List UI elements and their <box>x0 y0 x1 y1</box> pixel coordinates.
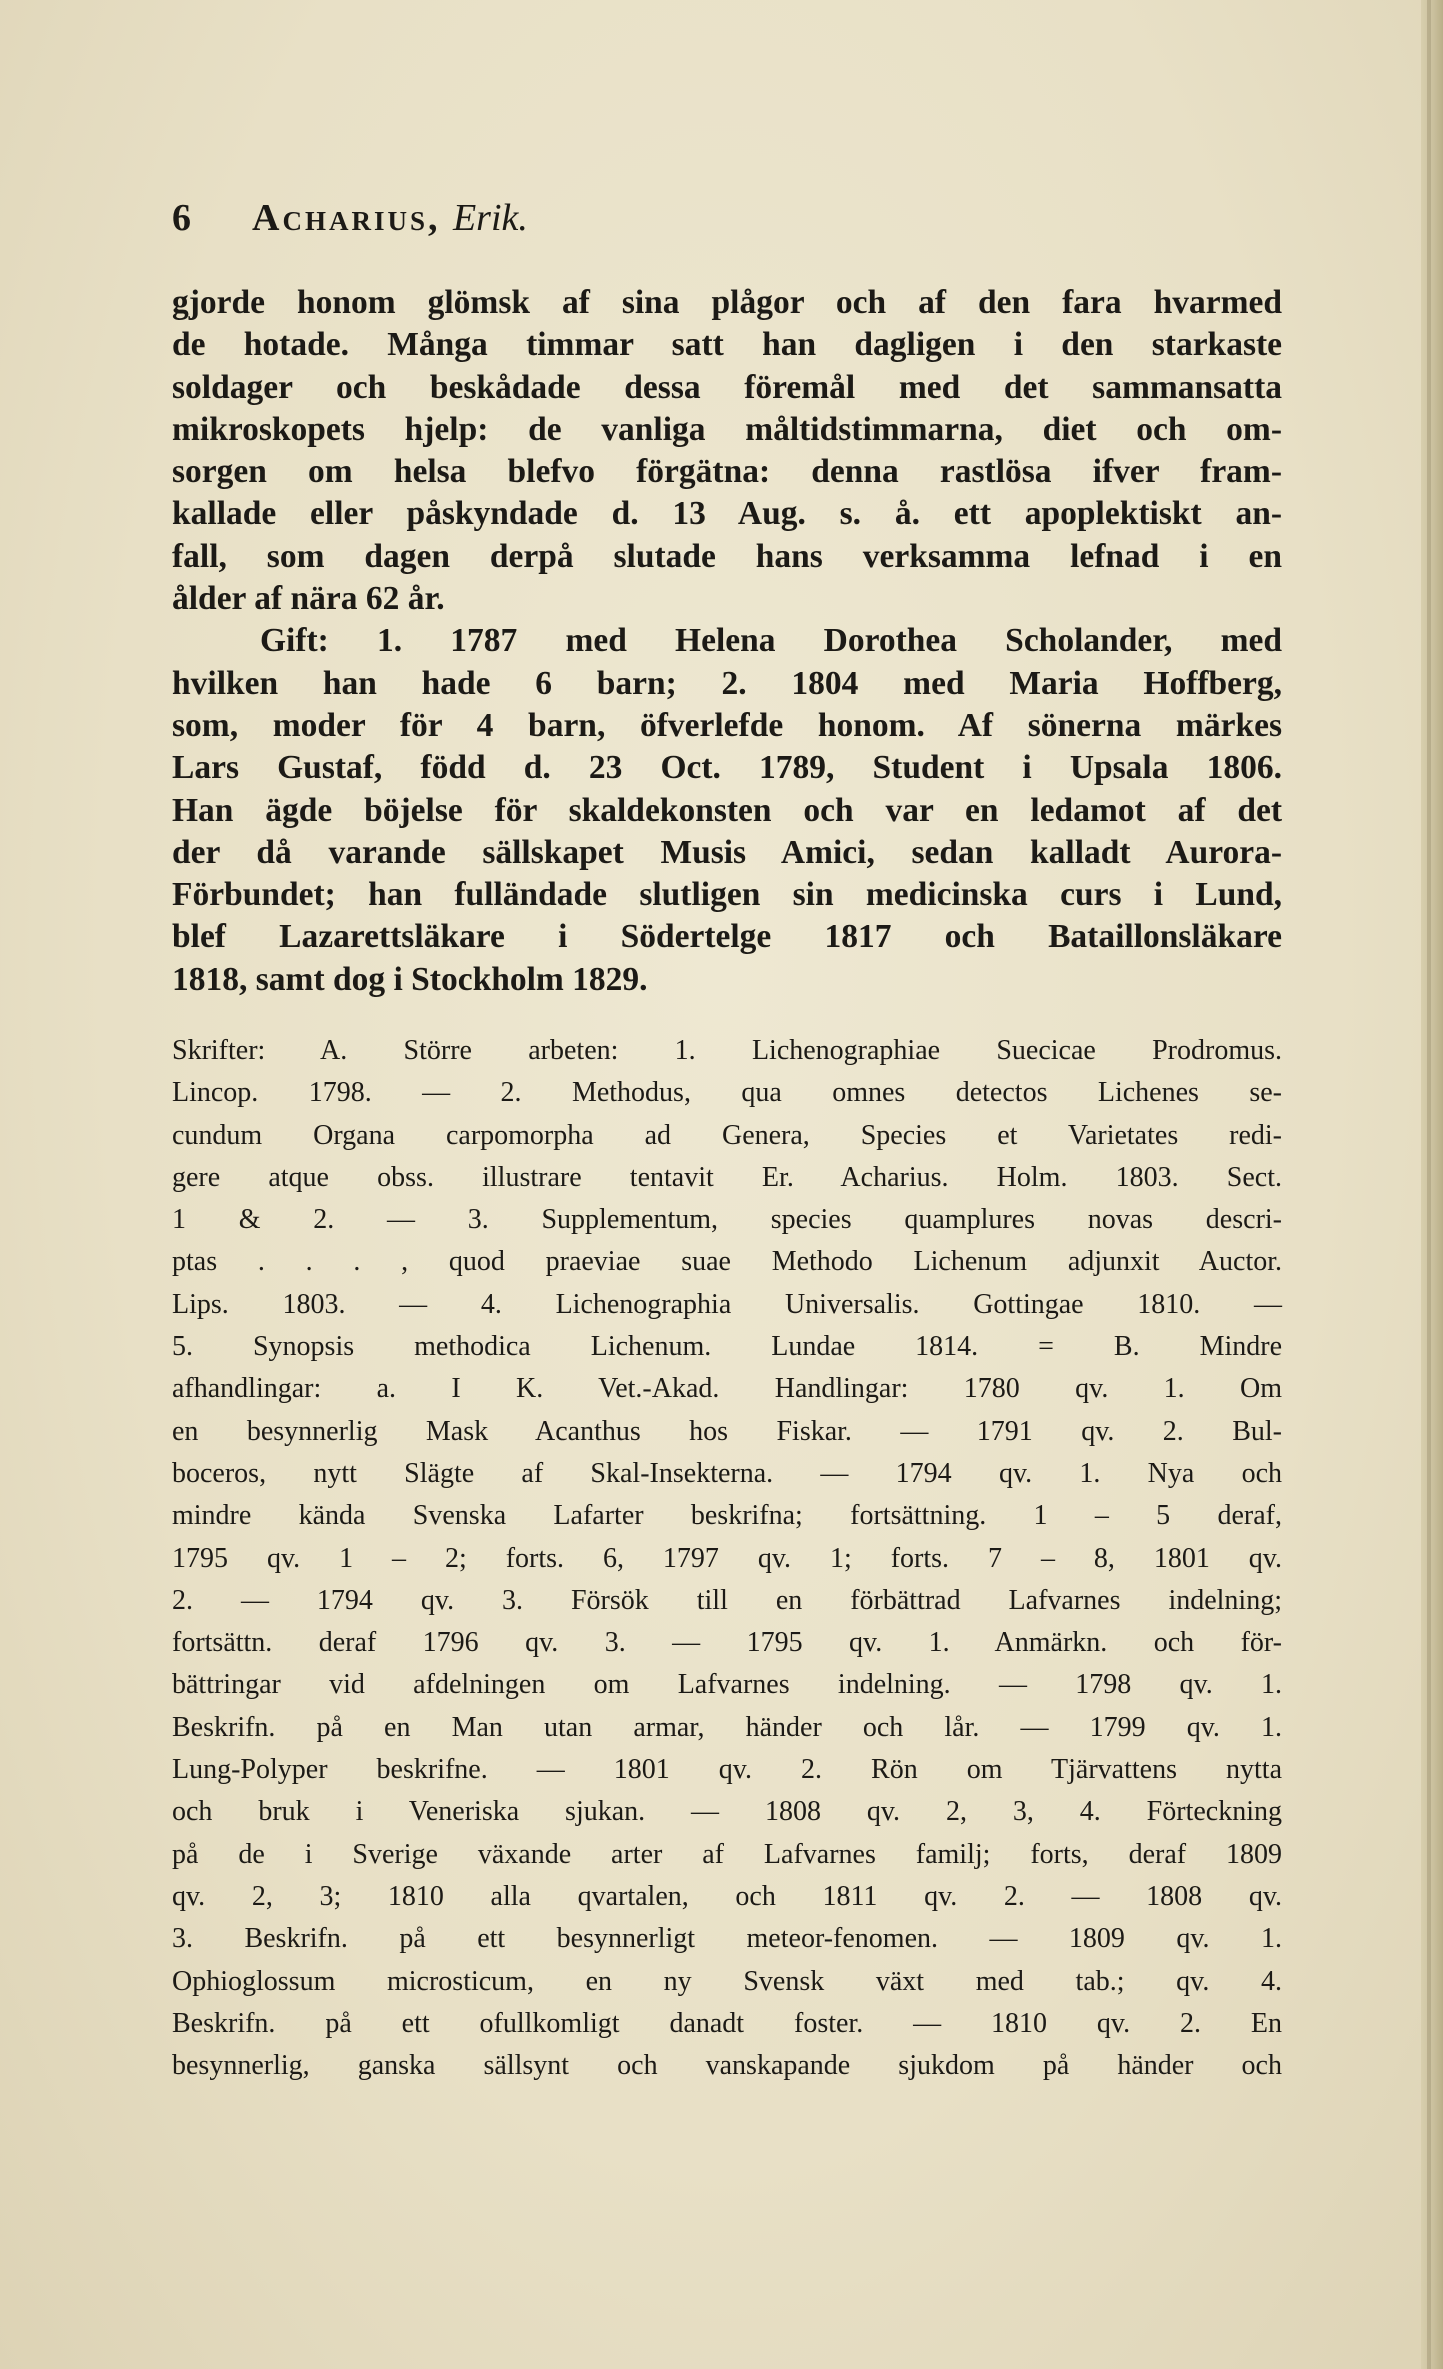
text-line: som, moder för 4 barn, öfverlefde honom. Af sönerna märkes <box>172 706 1282 744</box>
text-line: Lars Gustaf, född d. 23 Oct. 1789, Student i Upsala 1806. <box>172 749 1282 787</box>
writings-line: ptas . . . , quod praeviae suae Methodo Lichenum adjunxit Auctor. <box>172 1246 1282 1278</box>
writings-line: Lincop. 1798. — 2. Methodus, qua omnes detectos Lichenes se- <box>172 1077 1282 1109</box>
biography-text <box>172 282 1282 1001</box>
writings-line: Beskrifn. på ett ofullkomligt danadt foster. — 1810 qv. 2. En <box>172 2007 1282 2039</box>
text-line: sorgen om helsa blefvo förgätna: denna rastlösa ifver fram- <box>172 453 1282 491</box>
page-header <box>172 196 1282 256</box>
writings-line: Ophioglossum microsticum, en ny Svensk växt med tab.; qv. 4. <box>172 1965 1282 1997</box>
writings-line: 3. Beskrifn. på ett besynnerligt meteor-fenomen. — 1809 qv. 1. <box>172 1923 1282 1955</box>
writings-line: 1795 qv. 1 – 2; forts. 6, 1797 qv. 1; forts. 7 – 8, 1801 qv. <box>172 1542 1282 1574</box>
writings-line: en besynnerlig Mask Acanthus hos Fiskar. — 1791 qv. 2. Bul- <box>172 1415 1282 1447</box>
writings-line: boceros, nytt Slägte af Skal-Insekterna. — 1794 qv. 1. Nya och <box>172 1457 1282 1489</box>
text-line: soldager och beskådade dessa föremål med det sammansatta <box>172 368 1282 406</box>
text-line: ålder af nära 62 år. <box>172 580 445 618</box>
writings-line: bättringar vid afdelningen om Lafvarnes indelning. — 1798 qv. 1. <box>172 1669 1282 1701</box>
text-line: hvilken han hade 6 barn; 2. 1804 med Maria Hoffberg, <box>172 664 1282 702</box>
text-line: de hotade. Många timmar satt han dagligen i den starkaste <box>172 326 1282 364</box>
running-head-given-name: Erik. <box>452 197 528 239</box>
writings-list <box>172 1030 1282 2087</box>
writings-line: besynnerlig, ganska sällsynt och vanskapande sjukdom på händer och <box>172 2050 1282 2082</box>
text-line: blef Lazarettsläkare i Södertelge 1817 och Bataillonsläkare <box>172 918 1282 956</box>
writings-line: mindre kända Svenska Lafarter beskrifna; fortsättning. 1 – 5 deraf, <box>172 1500 1282 1532</box>
writings-line: qv. 2, 3; 1810 alla qvartalen, och 1811 qv. 2. — 1808 qv. <box>172 1880 1282 1912</box>
writings-line: på de i Sverige växande arter af Lafvarnes familj; forts, deraf 1809 <box>172 1838 1282 1870</box>
text-line: der då varande sällskapet Musis Amici, sedan kalladt Aurora- <box>172 833 1282 871</box>
writings-line: Beskrifn. på en Man utan armar, händer och lår. — 1799 qv. 1. <box>172 1711 1282 1743</box>
text-line: Förbundet; han fulländade slutligen sin medicinska curs i Lund, <box>172 876 1282 914</box>
writings-line: och bruk i Veneriska sjukan. — 1808 qv. 2, 3, 4. Förteckning <box>172 1796 1282 1828</box>
running-head-surname: Acharius, <box>252 197 441 239</box>
text-line: gjorde honom glömsk af sina plågor och af den fara hvarmed <box>172 284 1282 321</box>
text-line: Gift: 1. 1787 med Helena Dorothea Scholander, med <box>260 622 1282 660</box>
text-line: 1818, samt dog i Stockholm 1829. <box>172 960 648 998</box>
writings-line: Lung-Polyper beskrifne. — 1801 qv. 2. Rön om Tjärvattens nytta <box>172 1754 1282 1786</box>
writings-line: Lips. 1803. — 4. Lichenographia Universalis. Gottingae 1810. — <box>172 1288 1282 1320</box>
text-line: mikroskopets hjelp: de vanliga måltidstimmarna, diet och om- <box>172 410 1282 448</box>
text-line: fall, som dagen derpå slutade hans verksamma lefnad i en <box>172 537 1282 575</box>
writings-line: afhandlingar: a. I K. Vet.-Akad. Handlingar: 1780 qv. 1. Om <box>172 1373 1282 1405</box>
writings-line: fortsättn. deraf 1796 qv. 3. — 1795 qv. 1. Anmärkn. och för- <box>172 1627 1282 1659</box>
text-line: Han ägde böjelse för skaldekonsten och var en ledamot af det <box>172 791 1282 829</box>
page-number: 6 <box>172 197 191 239</box>
writings-line: Skrifter: A. Större arbeten: 1. Lichenographiae Suecicae Prodromus. <box>172 1035 1282 1066</box>
text-line: kallade eller påskyndade d. 13 Aug. s. å. ett apoplektiskt an- <box>172 495 1282 533</box>
writings-line: cundum Organa carpomorpha ad Genera, Species et Varietates redi- <box>172 1119 1282 1151</box>
writings-line: gere atque obss. illustrare tentavit Er. Acharius. Holm. 1803. Sect. <box>172 1161 1282 1193</box>
writings-line: 5. Synopsis methodica Lichenum. Lundae 1814. = B. Mindre <box>172 1331 1282 1363</box>
writings-line: 1 & 2. — 3. Supplementum, species quamplures novas descri- <box>172 1204 1282 1236</box>
running-head <box>252 196 528 240</box>
page-edge <box>1421 0 1443 2369</box>
writings-line: 2. — 1794 qv. 3. Försök till en förbättrad Lafvarnes indelning; <box>172 1584 1282 1616</box>
